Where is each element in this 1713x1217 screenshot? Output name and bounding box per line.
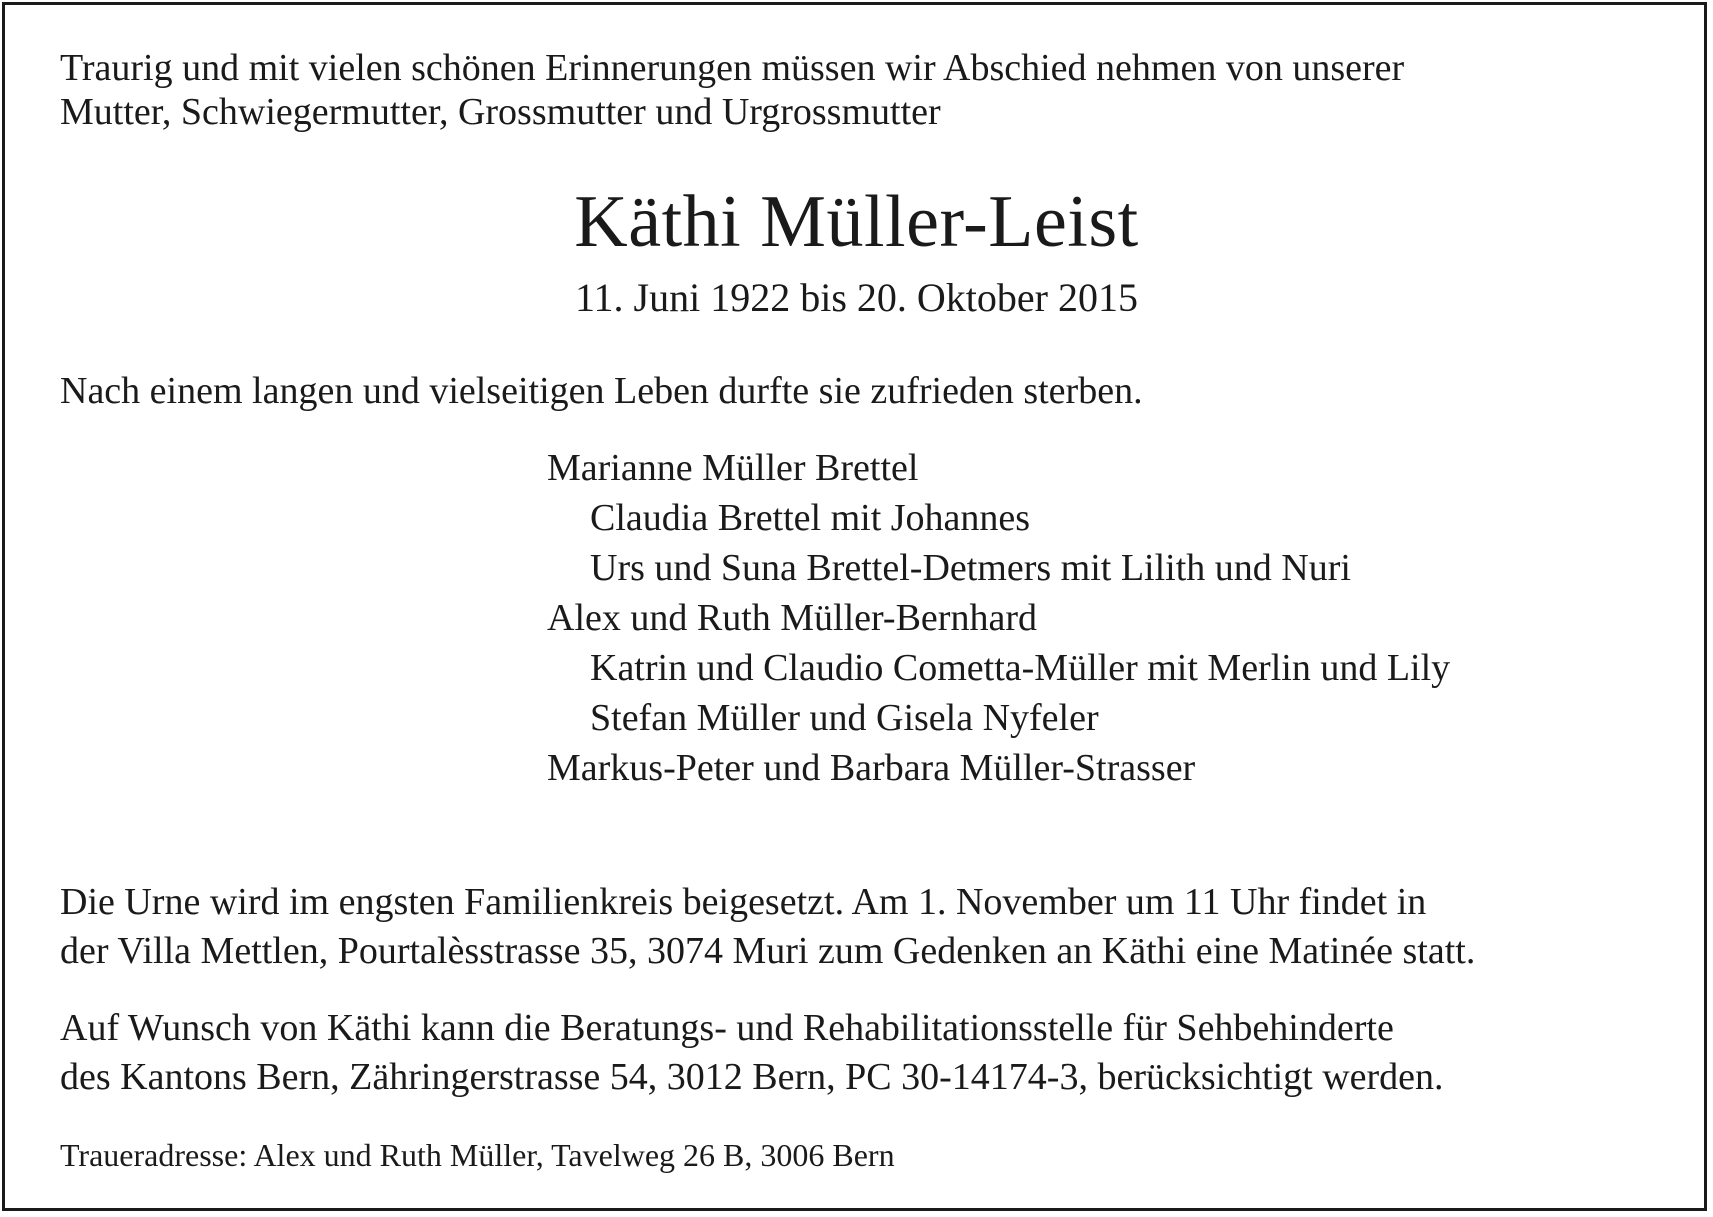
family-member: Markus-Peter und Barbara Müller-Strasser <box>547 747 1196 789</box>
family-member: Alex und Ruth Müller-Bernhard <box>547 597 1037 639</box>
donation-line-2: des Kantons Bern, Zähringerstrasse 54, 3012 Bern, PC 30-14174-3, berücksichtigt werden. <box>60 1056 1444 1098</box>
intro-line-1: Traurig und mit vielen schönen Erinnerungen müssen wir Abschied nehmen von unserer <box>60 47 1405 89</box>
family-member: Urs und Suna Brettel-Detmers mit Lilith und Nuri <box>590 547 1351 589</box>
statement-text: Nach einem langen und vielseitigen Leben durfte sie zufrieden sterben. <box>60 370 1143 412</box>
family-member: Katrin und Claudio Cometta-Müller mit Merlin und Lily <box>590 647 1451 689</box>
mourning-address: Traueradresse: Alex und Ruth Müller, Tavelweg 26 B, 3006 Bern <box>60 1137 895 1173</box>
ceremony-line-1: Die Urne wird im engsten Familienkreis beigesetzt. Am 1. November um 11 Uhr findet in <box>60 881 1427 923</box>
life-dates: 11. Juni 1922 bis 20. Oktober 2015 <box>575 275 1138 320</box>
family-member: Stefan Müller und Gisela Nyfeler <box>590 697 1099 739</box>
family-member: Marianne Müller Brettel <box>547 447 919 489</box>
ceremony-line-2: der Villa Mettlen, Pourtalèsstrasse 35, 3074 Muri zum Gedenken an Käthi eine Matinée statt. <box>60 930 1476 972</box>
deceased-name: Käthi Müller-Leist <box>574 181 1139 263</box>
family-member: Claudia Brettel mit Johannes <box>590 497 1031 539</box>
donation-line-1: Auf Wunsch von Käthi kann die Beratungs- und Rehabilitationsstelle für Sehbehinderte <box>60 1007 1394 1049</box>
intro-line-2: Mutter, Schwiegermutter, Grossmutter und Urgrossmutter <box>60 91 941 133</box>
